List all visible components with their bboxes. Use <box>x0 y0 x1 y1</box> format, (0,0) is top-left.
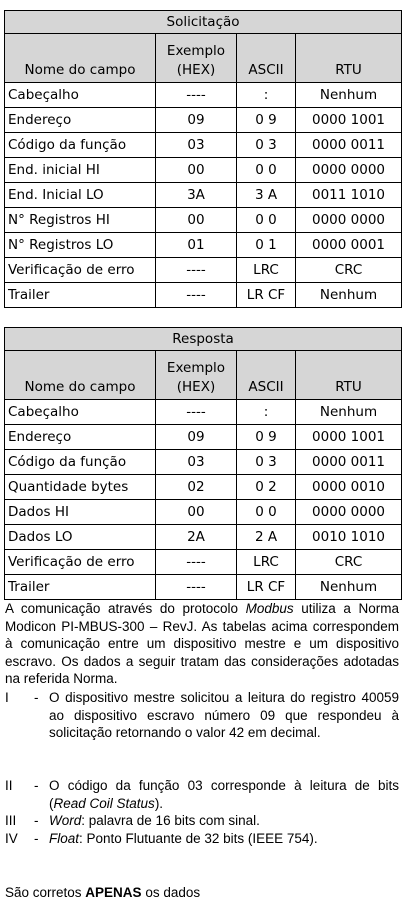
table-cell: N° Registros LO <box>5 233 156 258</box>
column-header: ASCII <box>237 34 296 83</box>
table-title: Solicitação <box>5 11 402 34</box>
table-row <box>5 183 402 208</box>
column-header: RTU <box>296 351 402 400</box>
item-number: IV <box>5 831 18 846</box>
table-row <box>5 83 402 108</box>
table-cell: : <box>237 83 296 108</box>
table-cell: LRC <box>237 258 296 283</box>
table-cell: 0 0 <box>237 158 296 183</box>
table-cell: 0011 1010 <box>296 183 402 208</box>
table-cell: 0000 0010 <box>296 475 402 500</box>
table-cell: 00 <box>156 158 237 183</box>
table-cell: 0 9 <box>237 425 296 450</box>
item-text-content: : palavra de 16 bits com sinal. <box>81 813 260 828</box>
table-cell: Dados LO <box>5 525 156 550</box>
table-cell: Quantidade bytes <box>5 475 156 500</box>
table-row <box>5 550 402 575</box>
table-cell: Código da função <box>5 133 156 158</box>
table-cell: 09 <box>156 108 237 133</box>
column-header: RTU <box>296 34 402 83</box>
column-header: Nome do campo <box>5 351 156 400</box>
table-cell: Nenhum <box>296 83 402 108</box>
table-row <box>5 158 402 183</box>
column-header: Nome do campo <box>5 34 156 83</box>
table-cell: 00 <box>156 208 237 233</box>
table-cell: 0 1 <box>237 233 296 258</box>
column-header: Exemplo (HEX) <box>156 34 237 83</box>
table-cell: Cabeçalho <box>5 83 156 108</box>
table-cell: 3 A <box>237 183 296 208</box>
table-cell: 0 0 <box>237 500 296 525</box>
table-cell: 0000 0000 <box>296 500 402 525</box>
item-dash: - <box>34 778 39 793</box>
table-body <box>5 400 402 600</box>
table-cell: ---- <box>156 575 237 600</box>
table-cell: CRC <box>296 258 402 283</box>
table-row <box>5 500 402 525</box>
table-cell: ---- <box>156 283 237 308</box>
closing-text: os dados <box>141 885 201 900</box>
table-cell: 0000 1001 <box>296 425 402 450</box>
table-cell: 0000 0000 <box>296 208 402 233</box>
table-cell: End. Inicial LO <box>5 183 156 208</box>
table-cell: 0 3 <box>237 133 296 158</box>
table-cell: ---- <box>156 400 237 425</box>
table-row <box>5 133 402 158</box>
table-cell: 0 9 <box>237 108 296 133</box>
item-dash: - <box>34 831 39 846</box>
table-cell: 3A <box>156 183 237 208</box>
table-cell: Trailer <box>5 575 156 600</box>
table-header-row <box>5 351 402 400</box>
table-cell: N° Registros HI <box>5 208 156 233</box>
table-row <box>5 258 402 283</box>
table-cell: 03 <box>156 450 237 475</box>
item-text-content: O dispositivo mestre solicitou a leitura do registro 40059 ao dispositivo escravo número 09 que respondeu à solicitação retornando o valor 42 em decimal. <box>49 690 399 740</box>
item-text-content: : Ponto Flutuante de 32 bits (IEEE 754). <box>79 831 318 846</box>
column-header: ASCII <box>237 351 296 400</box>
table-cell: LR CF <box>237 575 296 600</box>
table-cell: 0 3 <box>237 450 296 475</box>
table-cell: 0000 0001 <box>296 233 402 258</box>
table-cell: 0 2 <box>237 475 296 500</box>
table-cell: 0010 1010 <box>296 525 402 550</box>
table-cell: Verificação de erro <box>5 258 156 283</box>
table-cell: 01 <box>156 233 237 258</box>
table-cell: End. inicial HI <box>5 158 156 183</box>
table-row <box>5 283 402 308</box>
item-text-content: ). <box>154 795 164 811</box>
item-text-content: O código da função 03 corresponde à leitura de bits ( <box>49 778 399 811</box>
table-cell: 0000 0011 <box>296 450 402 475</box>
table-row <box>5 400 402 425</box>
table-cell: Dados HI <box>5 500 156 525</box>
table-cell: 03 <box>156 133 237 158</box>
table-row <box>5 208 402 233</box>
table-cell: Endereço <box>5 108 156 133</box>
table-cell: Nenhum <box>296 575 402 600</box>
table-cell: ---- <box>156 550 237 575</box>
table-cell: 0 0 <box>237 208 296 233</box>
table-cell: Nenhum <box>296 283 402 308</box>
item-italic: Float <box>49 831 80 846</box>
table-cell: ---- <box>156 258 237 283</box>
table-solicitacao <box>4 10 402 308</box>
table-row <box>5 108 402 133</box>
table-row <box>5 233 402 258</box>
closing-question <box>5 884 399 902</box>
table-cell: Trailer <box>5 283 156 308</box>
table-cell: : <box>237 400 296 425</box>
paragraph-text: A comunicação através do protocolo <box>5 601 246 616</box>
item-number: II <box>5 778 13 793</box>
table-cell: LRC <box>237 550 296 575</box>
table-cell: LR CF <box>237 283 296 308</box>
item-dash: - <box>34 813 39 828</box>
table-cell: 2A <box>156 525 237 550</box>
table-cell: Endereço <box>5 425 156 450</box>
closing-text: São corretos <box>5 885 86 900</box>
table-resposta <box>4 327 402 600</box>
table-cell: 00 <box>156 500 237 525</box>
item-text <box>49 777 399 812</box>
table-cell: Nenhum <box>296 400 402 425</box>
paragraph-text: utiliza a Norma Modicon PI-MBUS-300 – RevJ. As tabelas acima correspondem à comunicação entre um dispositivo mestre e um dispositivo escravo. Os dados a seguir tratam das considerações adotadas na referida Norma. <box>5 601 399 686</box>
intro-paragraph <box>5 600 399 688</box>
table-cell: 02 <box>156 475 237 500</box>
table-row <box>5 525 402 550</box>
item-text <box>49 830 399 848</box>
table-row <box>5 575 402 600</box>
table-row <box>5 425 402 450</box>
paragraph-italic: Modbus <box>245 601 294 616</box>
table-cell: 0000 1001 <box>296 108 402 133</box>
item-text <box>49 812 399 830</box>
table-header-row <box>5 34 402 83</box>
item-italic: Read Coil Status <box>53 795 155 811</box>
item-number: III <box>5 813 17 828</box>
table-cell: 0000 0011 <box>296 133 402 158</box>
table-cell: ---- <box>156 83 237 108</box>
table-title: Resposta <box>5 328 402 351</box>
item-italic: Word <box>49 813 82 828</box>
table-cell: Código da função <box>5 450 156 475</box>
table-row <box>5 475 402 500</box>
table-cell: 2 A <box>237 525 296 550</box>
column-header: Exemplo (HEX) <box>156 351 237 400</box>
item-dash: - <box>34 690 39 705</box>
table-cell: Verificação de erro <box>5 550 156 575</box>
table-row <box>5 450 402 475</box>
table-cell: 0000 0000 <box>296 158 402 183</box>
item-text <box>49 689 399 742</box>
closing-bold: APENAS <box>85 885 142 900</box>
table-cell: 09 <box>156 425 237 450</box>
table-cell: Cabeçalho <box>5 400 156 425</box>
table-body <box>5 83 402 308</box>
item-number: I <box>5 690 9 705</box>
table-cell: CRC <box>296 550 402 575</box>
